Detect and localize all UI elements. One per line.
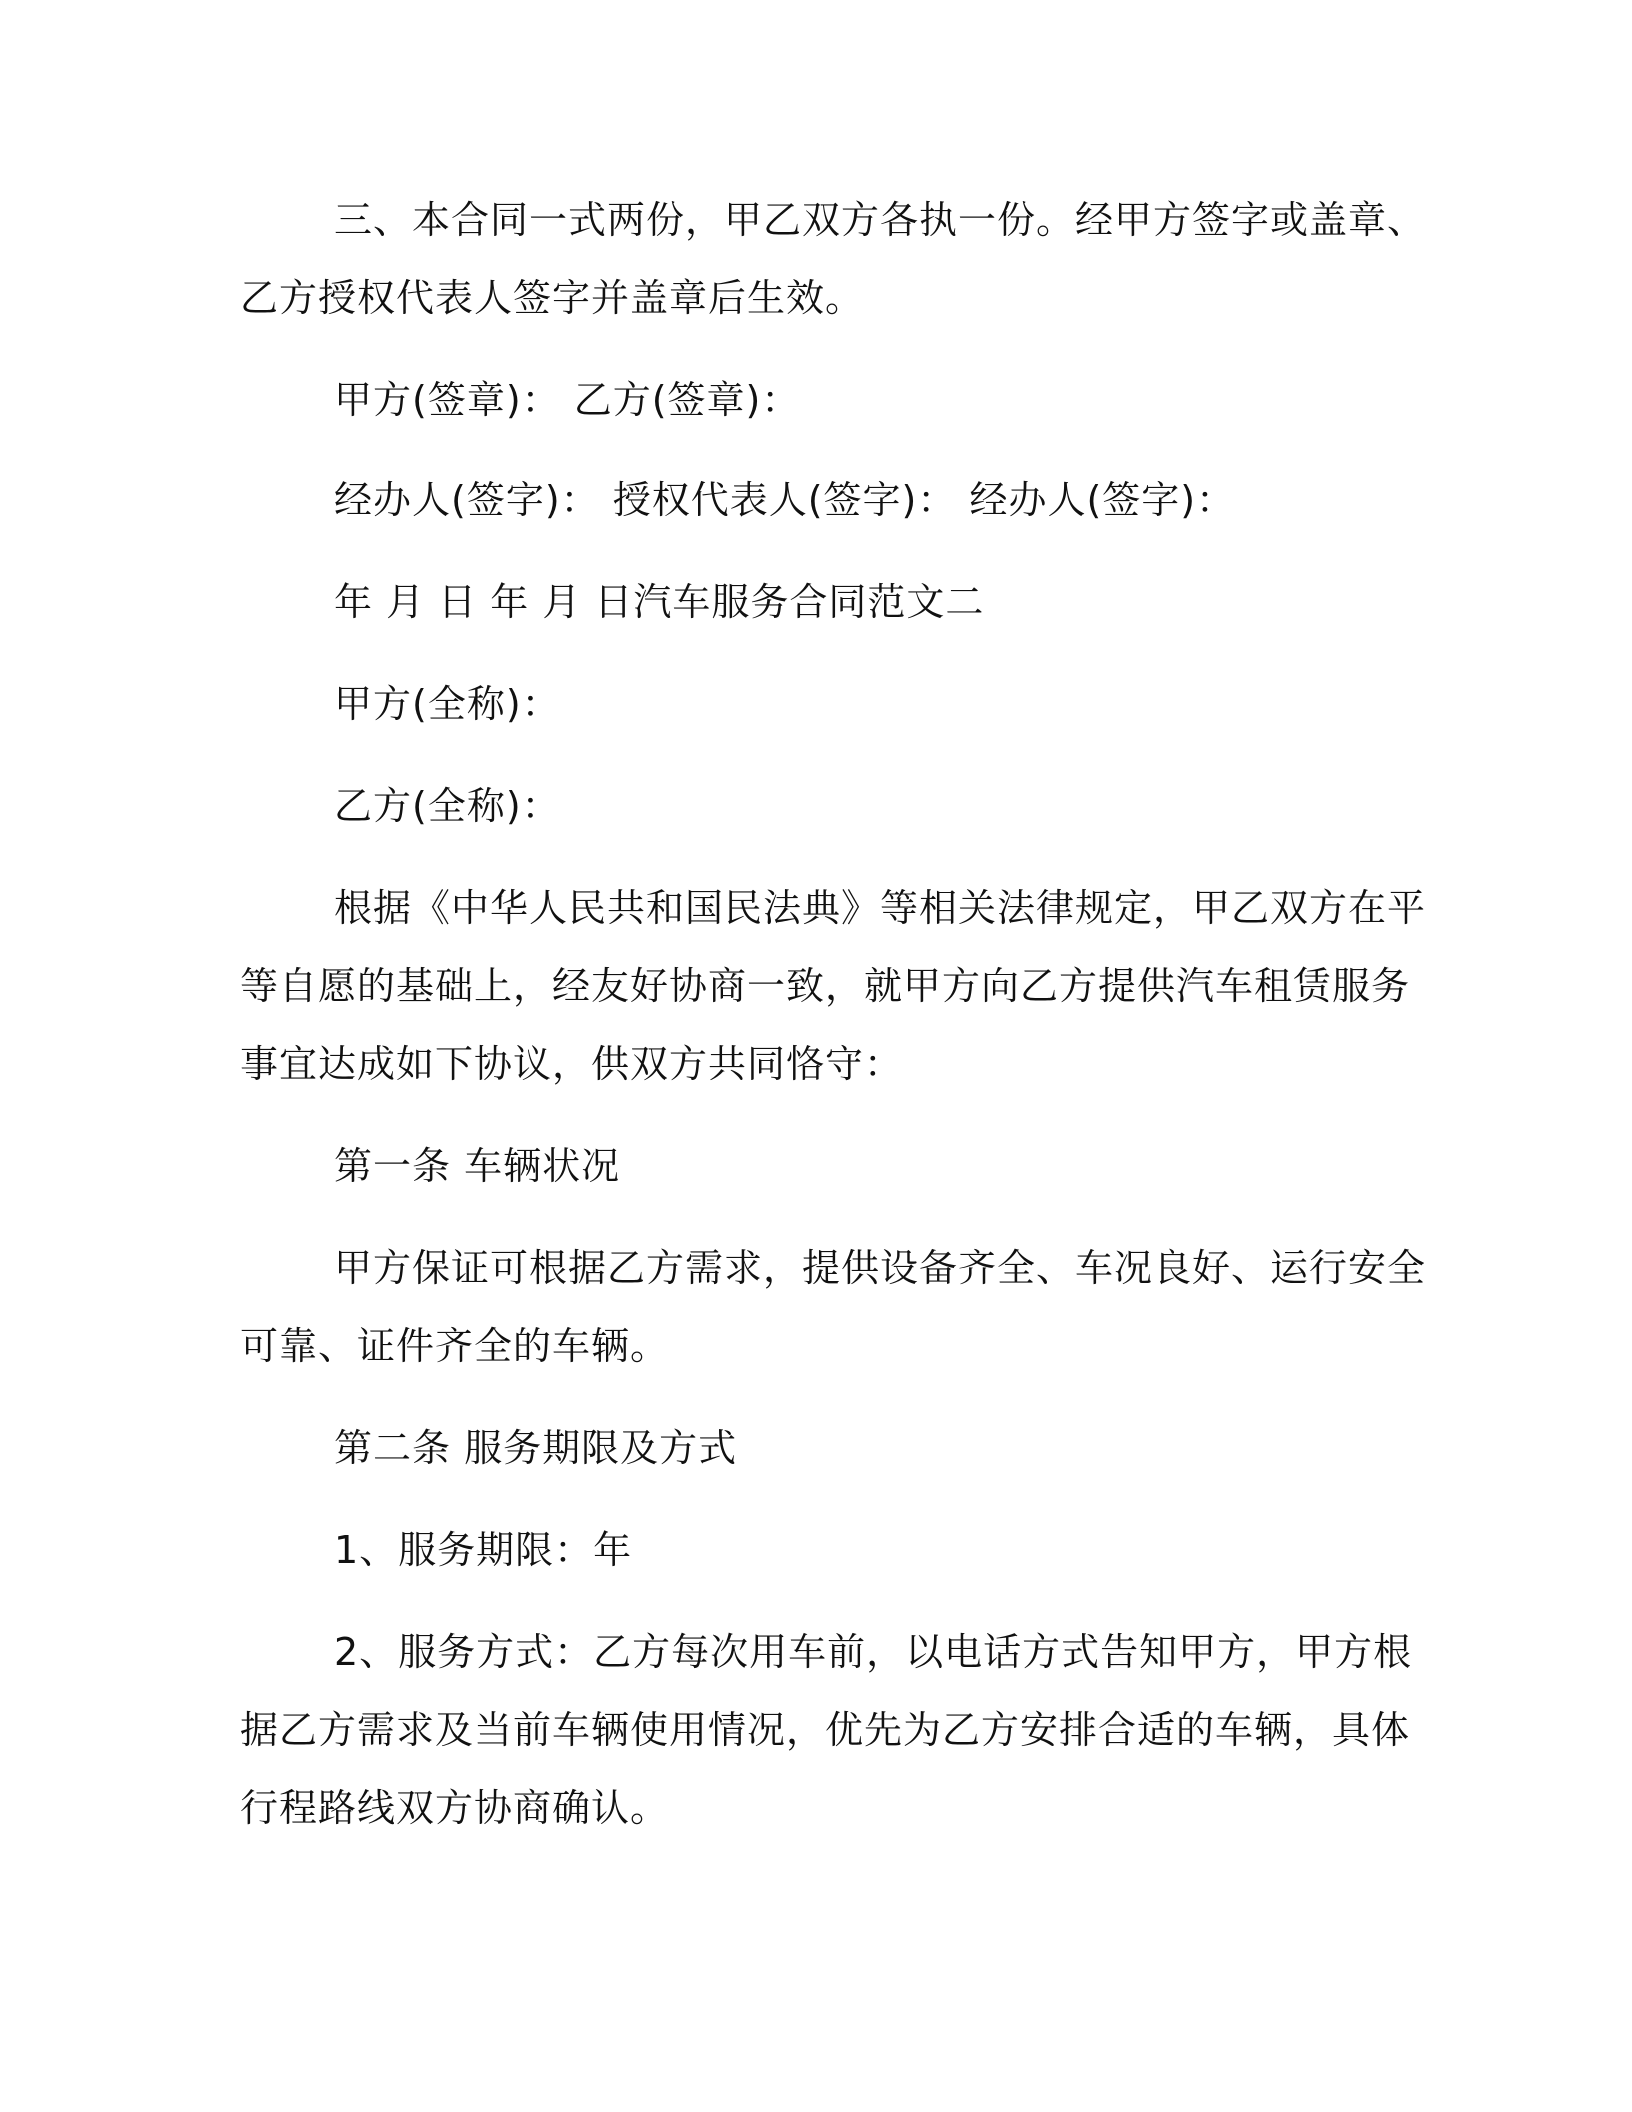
paragraph-line: 1、服务期限：年 (334, 1528, 633, 1572)
paragraph-line: 据乙方需求及当前车辆使用情况，优先为乙方安排合适的车辆，具体 (240, 1708, 1411, 1752)
signature-line: 经办人(签字)： 授权代表人(签字)： 经办人(签字)： (334, 478, 1236, 522)
paragraph-line: 根据《中华人民共和国民法典》等相关法律规定，甲乙双方在平 (334, 886, 1427, 930)
paragraph-line: 三、本合同一式两份，甲乙双方各执一份。经甲方签字或盖章、 (334, 198, 1427, 242)
party-b-line: 乙方(全称)： (334, 784, 561, 828)
paragraph-line: 等自愿的基础上，经友好协商一致，就甲方向乙方提供汽车租赁服务 (240, 964, 1411, 1008)
paragraph-line: 行程路线双方协商确认。 (240, 1786, 670, 1830)
date-title-line: 年 月 日 年 月 日汽车服务合同范文二 (334, 580, 985, 624)
paragraph-line: 2、服务方式：乙方每次用车前，以电话方式告知甲方，甲方根 (334, 1630, 1413, 1674)
paragraph-line: 甲方保证可根据乙方需求，提供设备齐全、车况良好、运行安全 (334, 1246, 1427, 1290)
party-a-line: 甲方(全称)： (334, 682, 561, 726)
article-heading: 第一条 车辆状况 (334, 1144, 621, 1188)
paragraph-line: 乙方授权代表人签字并盖章后生效。 (240, 276, 865, 320)
signature-line: 甲方(签章)： 乙方(签章)： (334, 378, 801, 422)
article-heading: 第二条 服务期限及方式 (334, 1426, 738, 1470)
paragraph-line: 事宜达成如下协议，供双方共同恪守： (240, 1042, 904, 1086)
paragraph-line: 可靠、证件齐全的车辆。 (240, 1324, 670, 1368)
